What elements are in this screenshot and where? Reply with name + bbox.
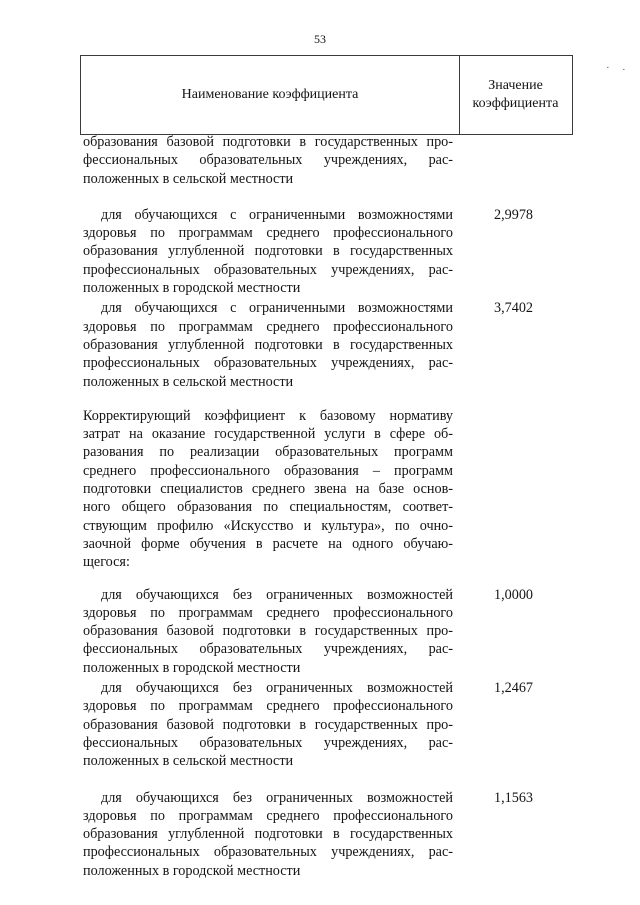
scan-mark: · (622, 64, 626, 76)
description-line: здоровья по программам среднего профессионального (83, 698, 453, 715)
description-line: фессиональных образовательных учреждениях, рас- (83, 641, 453, 658)
table-header (80, 55, 573, 135)
column-header-value-line1: Значение (488, 78, 543, 93)
description-line: ного общего образования по специальностям, соответ- (83, 499, 453, 516)
description-line: здоровья по программам среднего профессионального (83, 225, 453, 242)
description-line: положенных в сельской местности (83, 170, 294, 187)
coefficient-description (83, 299, 453, 390)
coefficient-description (83, 133, 453, 188)
coefficient-list (83, 133, 573, 880)
description-line: образования базовой подготовки в государственных про- (83, 623, 453, 640)
coefficient-description (83, 407, 453, 572)
description-line: профессиональных образовательных учреждениях, рас- (83, 355, 453, 372)
column-header-value-line2: коэффициента (472, 96, 559, 111)
description-line: подготовки специалистов среднего звена на базе основ- (83, 481, 453, 498)
description-line: положенных в городской местности (83, 659, 301, 676)
description-line: для обучающихся с ограниченными возможностями (101, 300, 453, 317)
description-line: образования базовой подготовки в государственных про- (83, 716, 453, 733)
description-line: здоровья по программам среднего профессионального (83, 604, 453, 621)
coefficient-entry (83, 206, 573, 297)
description-line: фессиональных образовательных учреждениях, рас- (83, 152, 453, 169)
coefficient-description (83, 789, 453, 880)
column-header-value (459, 56, 572, 134)
description-line: образования углубленной подготовки в государственных (83, 826, 453, 843)
coefficient-description (83, 586, 453, 677)
description-line: для обучающихся с ограниченными возможностями (101, 206, 453, 223)
description-line: заочной форме обучения в расчете на одного обучаю- (83, 535, 453, 552)
coefficient-description (83, 679, 453, 770)
description-line: здоровья по программам среднего профессионального (83, 807, 453, 824)
description-line: положенных в городской местности (83, 280, 301, 297)
description-line: среднего профессионального образования – программ (83, 462, 453, 479)
description-line: разования по реализации образовательных программ (83, 444, 453, 461)
description-line: затрат на оказание государственной услуги в сфере об- (83, 426, 453, 443)
coefficient-value: 1,2467 (493, 680, 533, 697)
coefficient-entry (83, 789, 573, 880)
description-line: положенных в городской местности (83, 862, 301, 879)
description-line: для обучающихся без ограниченных возможностей (101, 586, 453, 603)
description-line: положенных в сельской местности (83, 373, 294, 390)
description-line: положенных в сельской местности (83, 753, 294, 770)
coefficient-value: 2,9978 (493, 206, 533, 223)
column-header-name: Наименование коэффициента (81, 56, 460, 134)
description-line: для обучающихся без ограниченных возможностей (101, 680, 453, 697)
description-line: образования углубленной подготовки в государственных (83, 336, 453, 353)
description-line: для обучающихся без ограниченных возможностей (101, 789, 453, 806)
coefficient-entry (83, 133, 573, 188)
description-line: образования углубленной подготовки в государственных (83, 243, 453, 260)
page-number: 53 (314, 32, 326, 46)
coefficient-value: 3,7402 (493, 300, 533, 317)
coefficient-entry (83, 679, 573, 770)
description-line: профессиональных образовательных учреждениях, рас- (83, 261, 453, 278)
coefficient-entry (83, 299, 573, 390)
description-line: щегося: (83, 554, 130, 571)
description-line: профессиональных образовательных учреждениях, рас- (83, 844, 453, 861)
coefficient-description (83, 206, 453, 297)
scan-mark: · (606, 62, 610, 74)
description-line: фессиональных образовательных учреждениях, рас- (83, 734, 453, 751)
coefficient-value: 1,1563 (493, 789, 533, 806)
coefficient-entry (83, 586, 573, 677)
description-line: Корректирующий коэффициент к базовому нормативу (83, 407, 453, 424)
coefficient-entry (83, 407, 573, 572)
coefficient-value: 1,0000 (493, 586, 533, 603)
description-line: ствующим профилю «Искусство и культура», по очно- (83, 517, 453, 534)
description-line: здоровья по программам среднего профессионального (83, 318, 453, 335)
description-line: образования базовой подготовки в государственных про- (83, 134, 453, 150)
